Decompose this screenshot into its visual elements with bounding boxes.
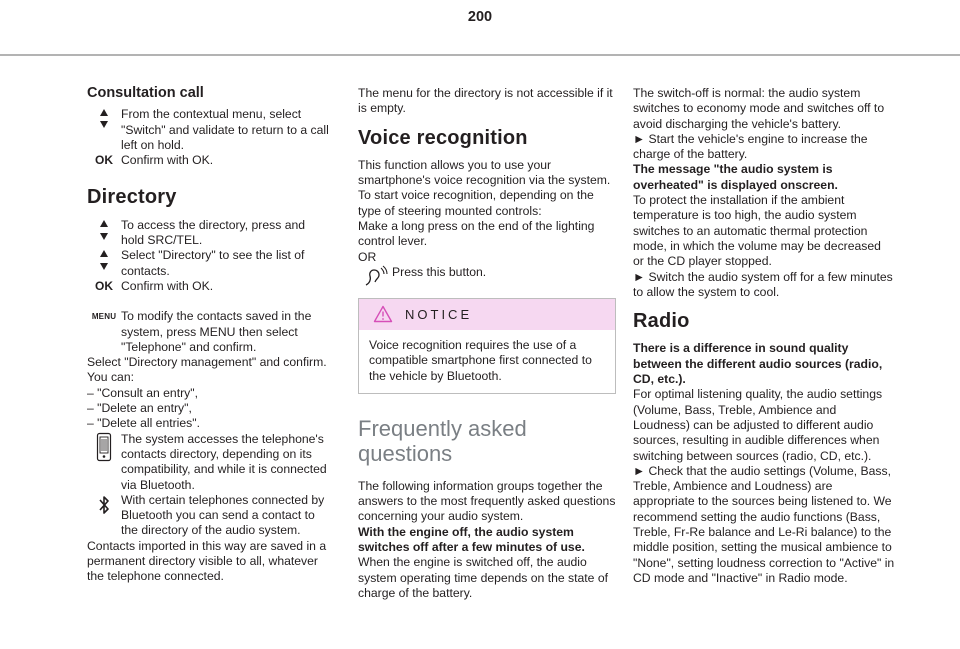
faq-answer-engine-off: When the engine is switched off, the audio system operating time depends on the state of charge of the battery. bbox=[358, 555, 608, 600]
column-1 bbox=[87, 86, 329, 585]
list-item: – "Delete an entry", bbox=[87, 401, 192, 416]
consultation-confirm-text: Confirm with OK. bbox=[121, 153, 214, 168]
faq-question-engine-off: With the engine off, the audio system switches off after a few minutes of use. bbox=[358, 524, 585, 555]
up-down-arrows-icon bbox=[87, 218, 121, 249]
you-can-text: You can: bbox=[87, 370, 134, 385]
consultation-step-confirm bbox=[87, 153, 329, 168]
switch-off-cool-step: ► Switch the audio system off for a few minutes to allow the system to cool. bbox=[633, 269, 893, 299]
page-number: 200 bbox=[467, 9, 493, 25]
directory-step-access bbox=[87, 218, 329, 249]
check-settings-step: ► Check that the audio settings (Volume, Bass, Treble, Ambience and Loudness) are appropriate to the sources being listened to. We recommend setting the audio functions (Bass, Treble, Fr-Re balance and Le-Ri balance) to the middle position, setting the musical ambience to "None", setting loudness correction to "Active" in CD mode and "Inactive" in Radio mode. bbox=[633, 463, 895, 585]
consultation-call-heading: Consultation call bbox=[87, 85, 204, 101]
directory-management-text: Select "Directory management" and confirm. bbox=[87, 355, 327, 370]
radio-heading: Radio bbox=[633, 310, 690, 333]
menu-not-accessible-text: The menu for the directory is not accessible if it is empty. bbox=[358, 86, 613, 116]
voice-or-text: OR bbox=[358, 249, 377, 264]
directory-permanent-text: Contacts imported in this way are saved in a permanent directory visible to all, whatever the telephone connected. bbox=[87, 538, 327, 584]
list-item: – "Delete all entries". bbox=[87, 416, 200, 431]
smartphone-icon bbox=[87, 432, 121, 493]
header-divider bbox=[0, 54, 960, 56]
audio-settings-text: For optimal listening quality, the audio settings (Volume, Bass, Treble, Ambience and Loudness) can be adjusted to different audio sources, resulting in audible differences when switching between sources (radio, CD, etc.). bbox=[633, 387, 883, 463]
directory-compat-text: The system accesses the telephone's contacts directory, depending on its compatibility, and while it is connected via Bluetooth. bbox=[121, 431, 327, 492]
voice-intro-text: This function allows you to use your smartphone's voice recognition via the system. bbox=[358, 157, 611, 188]
consultation-step-switch bbox=[87, 107, 329, 153]
voice-recognition-heading: Voice recognition bbox=[358, 126, 528, 149]
up-down-arrows-icon bbox=[87, 248, 121, 279]
directory-step-menu bbox=[87, 309, 329, 355]
voice-start-text: To start voice recognition, depending on the type of steering mounted controls: bbox=[358, 188, 594, 218]
directory-note-phone bbox=[87, 432, 329, 493]
ok-icon: OK bbox=[95, 278, 113, 293]
directory-menu-text: To modify the contacts saved in the system, press MENU then select "Telephone" and confirm. bbox=[121, 309, 312, 354]
directory-heading: Directory bbox=[87, 186, 177, 209]
voice-button-step bbox=[358, 265, 616, 287]
voice-press-button-text: Press this button. bbox=[392, 264, 487, 279]
column-2 bbox=[358, 86, 616, 601]
notice-text: Voice recognition requires the use of a compatible smartphone first connected to the vehicle by Bluetooth. bbox=[369, 337, 592, 383]
directory-confirm-text: Confirm with OK. bbox=[121, 278, 214, 293]
voice-command-icon bbox=[358, 265, 392, 287]
faq-question-overheated: The message "the audio system is overheated" is displayed onscreen. bbox=[633, 162, 838, 192]
list-item: – "Consult an entry", bbox=[87, 385, 198, 400]
column-3 bbox=[633, 86, 895, 586]
directory-step-confirm bbox=[87, 279, 329, 294]
directory-bluetooth-text: With certain telephones connected by Bluetooth you can send a contact to the directory of the audio system. bbox=[121, 492, 325, 538]
up-down-arrows-icon bbox=[87, 107, 121, 153]
faq-question-sound-quality: There is a difference in sound quality between the different audio sources (radio, CD, etc.). bbox=[633, 341, 883, 387]
warning-triangle-icon bbox=[373, 305, 393, 323]
ok-icon: OK bbox=[95, 153, 113, 168]
consultation-switch-text: From the contextual menu, select "Switch" and validate to return to a call left on hold. bbox=[121, 107, 329, 152]
notice-title: NOTICE bbox=[405, 306, 473, 322]
notice-header bbox=[359, 299, 615, 330]
bluetooth-icon bbox=[87, 493, 121, 539]
switch-off-normal-text: The switch-off is normal: the audio system switches to economy mode and switches off to avoid discharging the vehicle's battery. bbox=[633, 86, 885, 131]
directory-step-select bbox=[87, 248, 329, 279]
faq-heading: Frequently asked questions bbox=[358, 415, 527, 466]
menu-icon: MENU bbox=[91, 312, 117, 322]
start-engine-step: ► Start the vehicle's engine to increase the charge of the battery. bbox=[633, 131, 868, 162]
faq-intro-text: The following information groups together the answers to the most frequently asked questions concerning your audio system. bbox=[358, 478, 616, 524]
directory-note-bluetooth bbox=[87, 493, 329, 539]
voice-lever-text: Make a long press on the end of the lighting control lever. bbox=[358, 219, 595, 249]
directory-select-text: Select "Directory" to see the list of contacts. bbox=[121, 248, 305, 278]
thermal-protection-text: To protect the installation if the ambient temperature is too high, the audio system switches to an automatic thermal protection mode, in which the volume may be decreased or the CD player stopped. bbox=[633, 193, 881, 269]
notice-box bbox=[358, 298, 616, 394]
directory-access-text: To access the directory, press and hold SRC/TEL. bbox=[121, 217, 306, 248]
